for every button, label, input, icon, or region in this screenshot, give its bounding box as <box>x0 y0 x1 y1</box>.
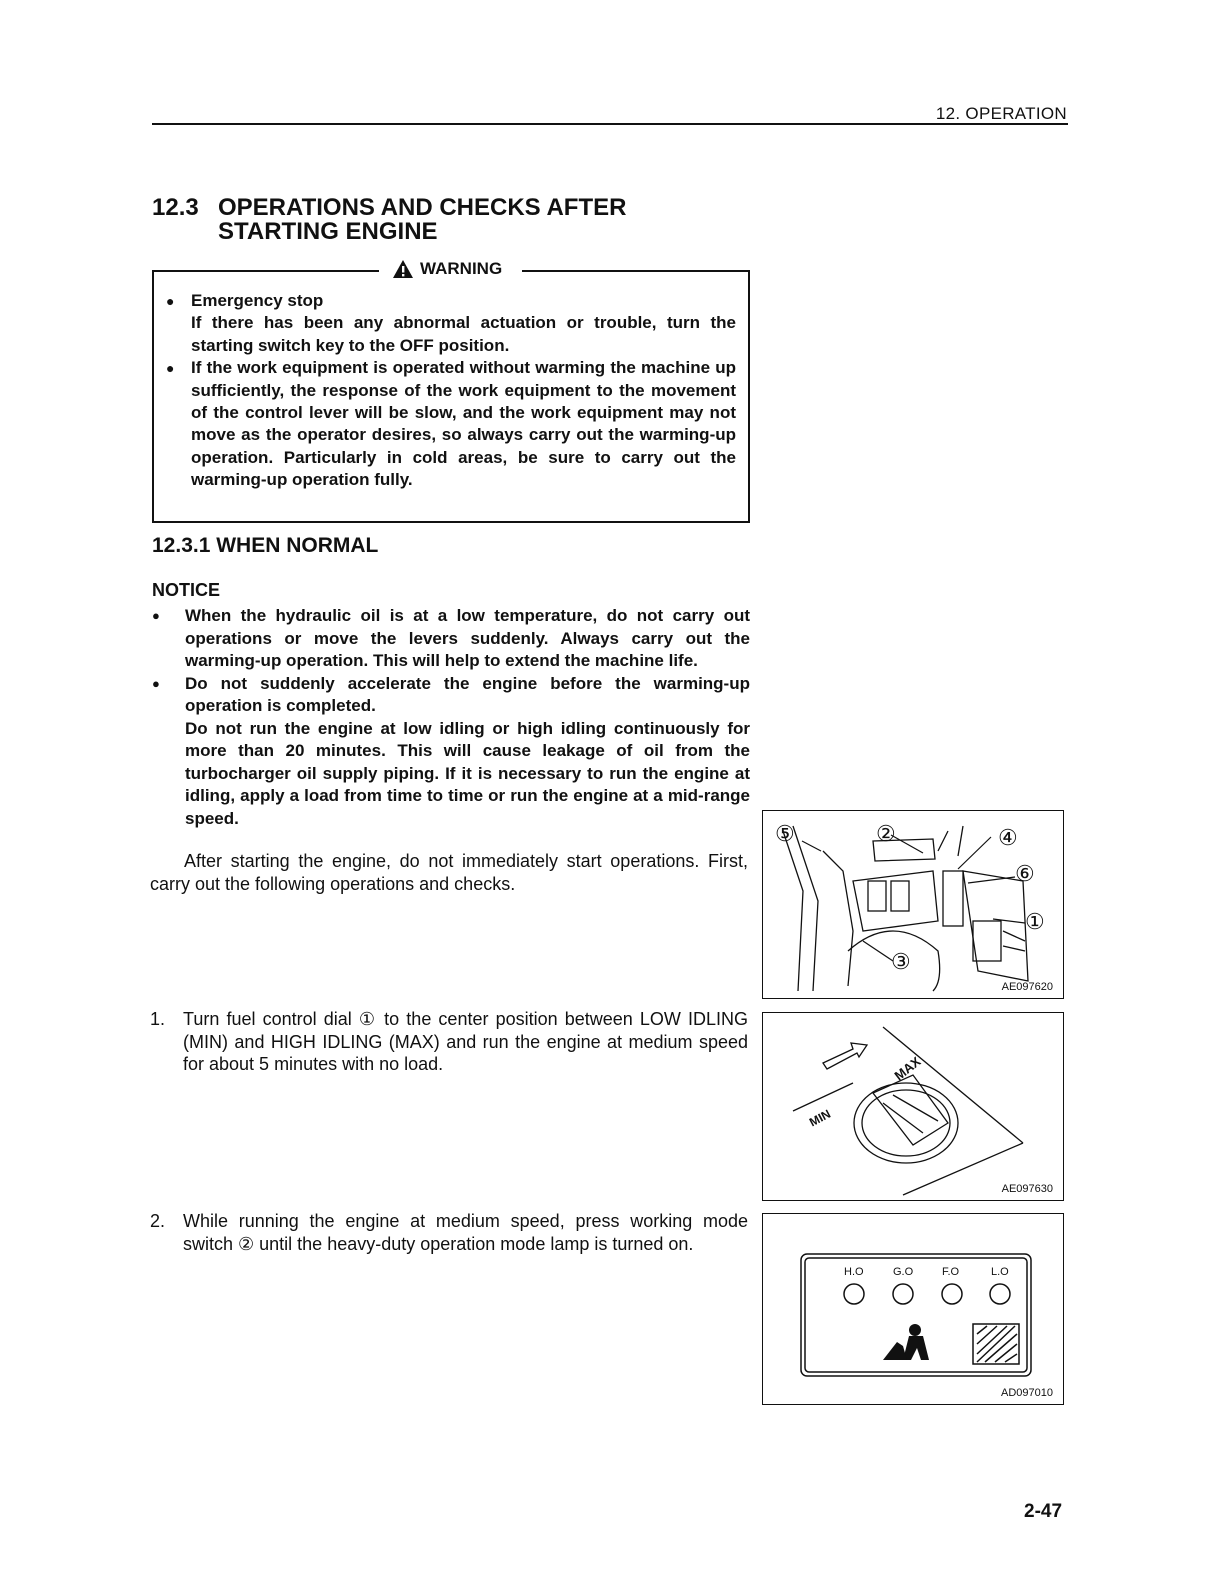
running-header: 12. OPERATION <box>935 104 1067 123</box>
lamp-label-lo: L.O <box>991 1266 1009 1278</box>
lamp-ho <box>844 1284 864 1304</box>
page-number: 2-47 <box>1024 1501 1063 1522</box>
warning-list <box>166 290 736 492</box>
lamp-go <box>893 1284 913 1304</box>
section-number: 12.3 <box>152 194 199 221</box>
callout-5: ⑤ <box>775 821 795 846</box>
step-item <box>150 1210 748 1255</box>
warning-header <box>392 259 502 279</box>
section-title-line1: OPERATIONS AND CHECKS AFTER <box>218 194 627 221</box>
callout-3: ③ <box>891 949 911 974</box>
lamp-label-ho: H.O <box>844 1266 864 1278</box>
lamp-fo <box>942 1284 962 1304</box>
figure-code: AD097010 <box>1001 1387 1053 1399</box>
notice-item <box>152 605 750 673</box>
lamp-lo <box>990 1284 1010 1304</box>
intro-paragraph: After starting the engine, do not immediately start operations. First, carry out the following operations and checks. <box>150 851 748 894</box>
figure-fuel-dial <box>762 1012 1064 1201</box>
step-text: Turn fuel control dial ① to the center position between LOW IDLING (MIN) and HIGH IDLING (MAX) and run the engine at medium speed for about 5 minutes with no load. <box>183 1009 748 1074</box>
callout-2: ② <box>876 821 896 846</box>
notice-list <box>152 605 750 830</box>
notice-item-text: ● Do not suddenly accelerate the engine before the warming-up operation is completed. <box>185 673 750 715</box>
warning-triangle-icon <box>392 259 414 279</box>
lamp-label-fo: F.O <box>942 1266 960 1278</box>
figure-code: AE097620 <box>1001 981 1053 993</box>
header-rule <box>152 123 1068 125</box>
step-number: 2. <box>150 1211 166 1231</box>
figure-cab-controls <box>762 810 1064 999</box>
section-title <box>152 196 626 244</box>
cab-controls-drawing <box>763 811 1063 998</box>
warning-item <box>166 357 736 491</box>
warning-item <box>166 290 736 357</box>
notice-label: NOTICE <box>152 580 221 600</box>
callout-1: ① <box>1025 909 1045 934</box>
warning-item-text: ● If the work equipment is operated without warming the machine up sufficiently, the response of the work equipment to the movement of the control lever will be slow, and the work equipment may not move as the operator desires, so always carry out the warming-up operation. Particularly in cold areas, be sure to carry out the warming-up operation fully. <box>191 358 736 490</box>
figure-code: AE097630 <box>1001 1183 1053 1195</box>
notice-item-text-continued: Do not run the engine at low idling or high idling continuously for more than 20 minutes. This will cause leakage of oil from the turbocharger oil supply piping. If it is necessary to run the engine at idling, apply a load from time to time or run the engine at a mid-range speed. <box>185 718 750 828</box>
step-number: 1. <box>150 1009 166 1029</box>
lamp-label-go: G.O <box>893 1266 914 1278</box>
warning-item-heading: ● Emergency stop <box>191 291 324 310</box>
heavy-duty-digger-icon <box>883 1324 929 1360</box>
mode-panel-drawing <box>763 1214 1063 1404</box>
fuel-dial-drawing <box>763 1013 1063 1200</box>
subsection-title: 12.3.1 WHEN NORMAL <box>152 534 379 557</box>
step-text: While running the engine at medium speed, press working mode switch ② until the heavy-duty operation mode lamp is turned on. <box>183 1211 748 1254</box>
warning-label: WARNING <box>420 259 503 278</box>
notice-item-text: ● When the hydraulic oil is at a low temperature, do not carry out operations or move the levers suddenly. Always carry out the warming-up operation. This will help to extend the machine life. <box>185 606 750 670</box>
figure-mode-panel <box>762 1213 1064 1405</box>
section-title-line2: STARTING ENGINE <box>218 218 438 245</box>
callout-4: ④ <box>998 825 1018 850</box>
max-label: MAX <box>891 1053 924 1084</box>
warning-item-text: If there has been any abnormal actuation or trouble, turn the starting switch key to the OFF position. <box>191 313 736 355</box>
step-item <box>150 1008 748 1076</box>
notice-item <box>152 673 750 831</box>
callout-6: ⑥ <box>1015 861 1035 886</box>
min-label: MIN <box>807 1106 833 1130</box>
